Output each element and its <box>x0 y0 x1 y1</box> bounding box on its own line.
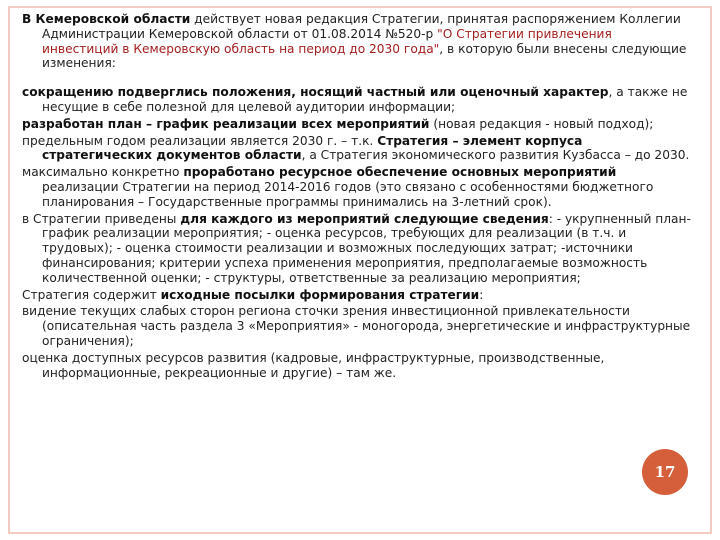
item-text: реализации Стратегии на период 2014-2016 годов (это связано с особенностями бюджетного планирования – Государственные программы принимались на 3-летний срок). <box>42 179 654 209</box>
list-item <box>22 165 692 209</box>
list-item: оценка доступных ресурсов развития (кадровые, инфраструктурные, производственные, информационные, рекреационные и другие) – там же. <box>22 350 605 380</box>
item-text: , а также не несущие в себе полезной для целевой аудитории информации; <box>42 85 688 114</box>
item-text: : <box>479 287 484 302</box>
item-bold: Стратегия – элемент корпуса стратегических документов области <box>42 133 583 163</box>
list-item <box>22 212 692 286</box>
item-text: максимально конкретно <box>22 165 184 180</box>
list-item <box>22 288 692 303</box>
list-item <box>22 117 692 132</box>
intro-text-b: , в которую были внесены следующие изменения: <box>42 41 687 71</box>
intro-paragraph <box>22 12 692 71</box>
intro-region: В Кемеровской области <box>22 12 191 26</box>
item-bold: для каждого из мероприятий следующие сведения <box>180 211 549 226</box>
item-text: в Стратегии приведены <box>22 211 181 226</box>
list-item <box>22 85 692 115</box>
list-item <box>22 134 692 164</box>
item-bold: исходные посылки формирования стратегии <box>160 287 480 302</box>
intro-text-a: действует новая редакция Стратегии, принятая распоряжением Коллегии Администрации Кемеровской области от 01.08.2014 №520-р <box>42 12 681 41</box>
item-text: , а Стратегия экономического развития Кузбасса – до 2030. <box>301 148 690 163</box>
item-text: (новая редакция - новый подход); <box>429 116 654 131</box>
item-text: : - укрупненный план-график реализации мероприятия; - оценка ресурсов, требующих для реализации (в т.ч. и трудовых); - оценка стоимости реализации и возможных последующих затрат; -источники финансирования; критерии успеха применения мероприятия, предполагаемые возможность количественной оценки; - структуры, ответственные за реализацию мероприятия; <box>42 211 691 285</box>
item-text: предельным годом реализации является 2030 г. – т.к. <box>22 133 378 148</box>
item-bold: разработан план – график реализации всех мероприятий <box>22 116 430 131</box>
item-text: Стратегия содержит <box>22 287 161 302</box>
list-item: видение текущих слабых сторон региона сточки зрения инвестиционной привлекательности (описательная часть раздела 3 «Мероприятия» - моногорода, энергетические и инфраструктурные ограничения); <box>22 304 691 348</box>
page-number: 17 <box>654 463 676 481</box>
item-bold: сокращению подверглись положения, носящий частный или оценочный характер <box>22 85 609 100</box>
page-number-badge <box>642 449 688 495</box>
strategy-title: "О Стратегии привлечения инвестиций в Кемеровскую область на период до 2030 года" <box>42 26 612 56</box>
slide-content <box>22 12 692 380</box>
item-bold: проработано ресурсное обеспечение основных мероприятий <box>183 165 617 180</box>
